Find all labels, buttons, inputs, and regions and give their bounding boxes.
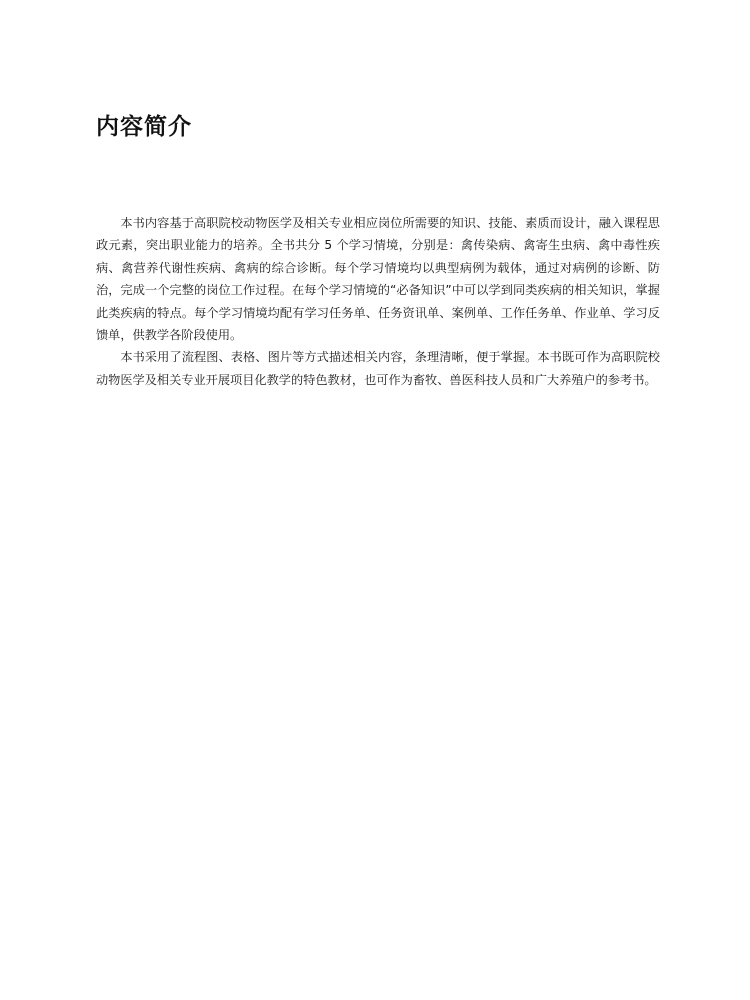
paragraph-usage: 本书采用了流程图、表格、图片等方式描述相关内容，条理清晰，便于掌握。本书既可作为高职院校动物医学及相关专业开展项目化教学的特色教材，也可作为畜牧、兽医科技人员和广大养殖户的参考书。 xyxy=(96,350,660,387)
page-title: 内容简介 xyxy=(96,114,192,140)
paragraph-intro: 本书内容基于高职院校动物医学及相关专业相应岗位所需要的知识、技能、素质而设计，融入课程思政元素，突出职业能力的培养。全书共分 5 个学习情境，分别是：禽传染病、禽寄生虫病、禽中毒性疾病、禽营养代谢性疾病、禽病的综合诊断。每个学习情境均以典型病例为载体，通过对病例的诊断、防治，完成一个完整的岗位工作过程。在每个学习情境的“必备知识”中可以学到同类疾病的相关知识，掌握此类疾病的特点。每个学习情境均配有学习任务单、任务资讯单、案例单、工作任务单、作业单、学习反馈单，供教学各阶段使用。 xyxy=(96,216,660,343)
body-text xyxy=(96,212,660,391)
